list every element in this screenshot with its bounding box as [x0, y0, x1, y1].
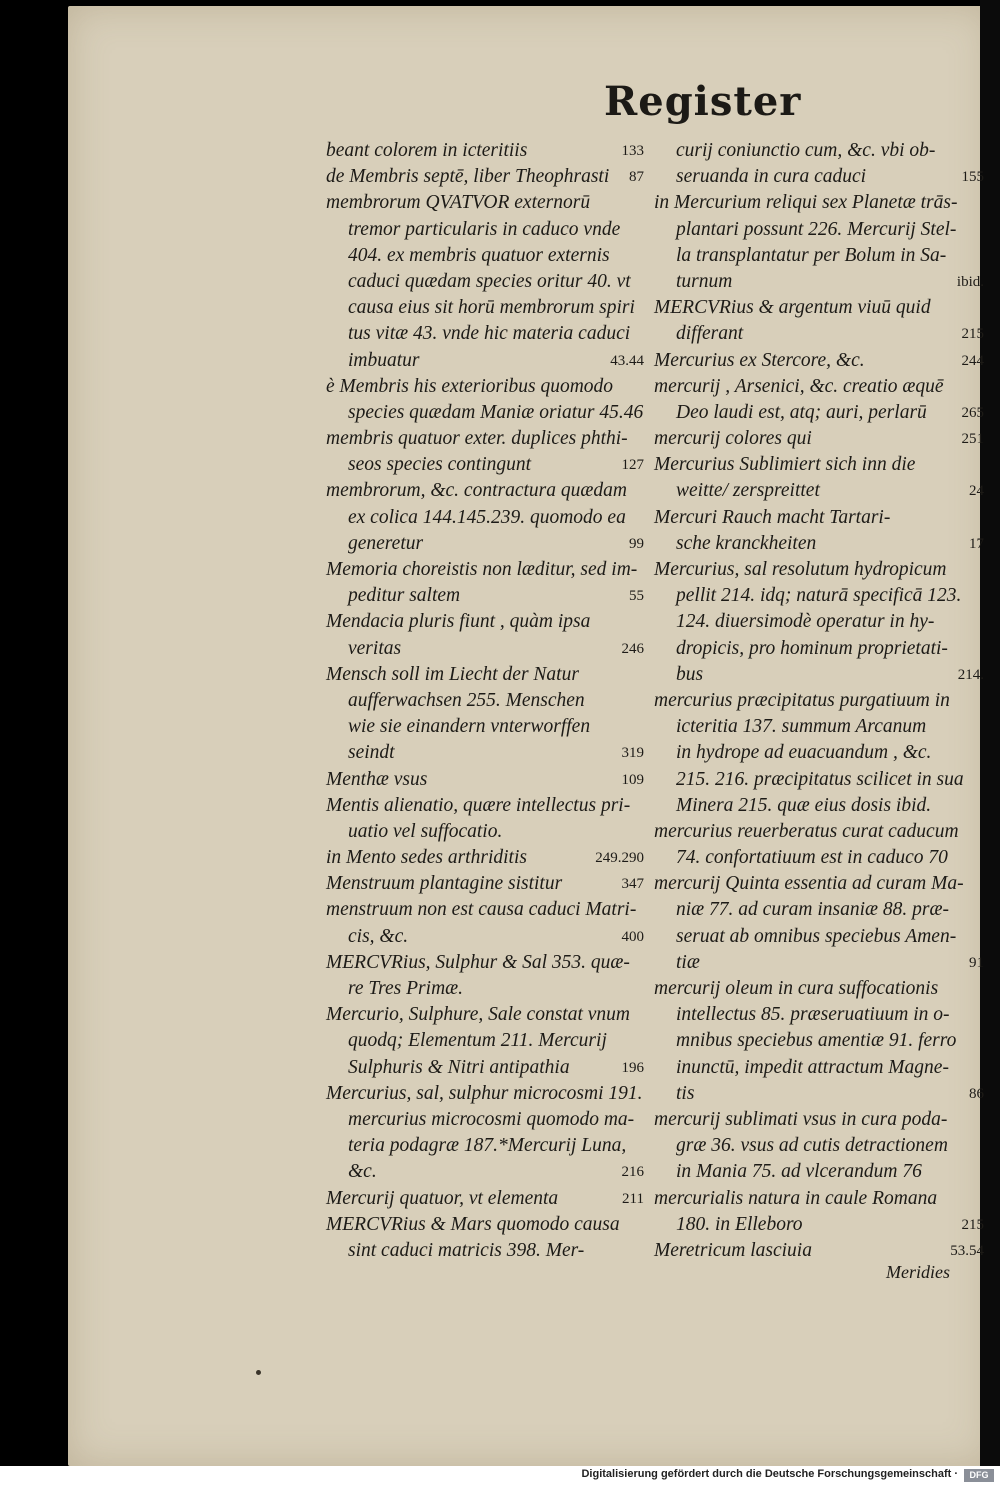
dfg-logo: DFG — [964, 1469, 994, 1482]
index-entry-text: MERCVRius, Sulphur & Sal 353. quæ- — [326, 951, 630, 973]
index-entry-text: Mercurius ex Stercore, &c. — [654, 349, 865, 371]
index-entry-text: seos species contingunt — [348, 454, 532, 476]
index-line — [326, 1107, 644, 1133]
page-reference: 155 — [961, 169, 984, 186]
index-entry-text: Mentis alienatio, quære intellectus pri- — [326, 794, 631, 816]
index-entry-text: mercurius præcipitatus purgatiuum in — [654, 689, 950, 711]
index-entry-text: Minera 215. quæ eius dosis ibid. — [676, 794, 932, 816]
index-entry-text: imbuatur — [348, 349, 420, 371]
index-entry-text: mercurij sublimati vsus in cura poda- — [654, 1108, 948, 1130]
index-entry-text: peditur saltem — [348, 585, 461, 607]
index-line — [326, 138, 644, 164]
index-entry-text: seruat ab omnibus speciebus Amen- — [676, 925, 957, 947]
index-line — [654, 740, 984, 766]
index-line — [326, 1212, 644, 1238]
page-reference: 319 — [621, 745, 644, 762]
index-line — [654, 1186, 984, 1212]
index-line — [654, 505, 984, 531]
index-line — [654, 348, 984, 374]
index-entry-text: wie sie einandern vnterworffen — [348, 716, 591, 738]
paper-speck — [256, 1370, 261, 1375]
index-entry-text: mercurij oleum in cura suffocationis — [654, 978, 939, 999]
index-entry-text: quodq; Elementum 211. Mercurij — [348, 1030, 607, 1052]
index-entry-text: seindt — [348, 742, 395, 764]
page-reference: ibid. — [956, 273, 984, 290]
index-entry-text: &c. — [348, 1161, 377, 1183]
page-reference: 53.54 — [950, 1242, 984, 1259]
index-entry-text: inunctū, impedit attractum Magne- — [676, 1056, 949, 1078]
index-line — [326, 1002, 644, 1028]
index-entry-text: re Tres Primæ. — [348, 978, 464, 999]
index-entry-text: Deo laudi est, atq; auri, perlarū — [676, 401, 927, 423]
index-line — [326, 740, 644, 766]
index-line — [326, 819, 644, 845]
index-entry-text: 404. ex membris quatuor externis — [348, 244, 610, 266]
index-line — [326, 426, 644, 452]
index-entry-text: sint caduci matricis 398. Mer- — [348, 1239, 585, 1261]
index-entry-text: 124. diuersimodè operatur in hy- — [676, 611, 935, 633]
index-entry-text: turnum — [676, 270, 733, 292]
index-line — [654, 1133, 984, 1159]
index-line — [654, 1159, 984, 1185]
index-line — [326, 1055, 644, 1081]
index-line — [326, 1186, 644, 1212]
index-line — [326, 871, 644, 897]
footer-bar — [0, 1466, 1000, 1485]
right-column — [654, 138, 984, 1264]
index-entry-text: Mercurius, sal, sulphur microcosmi 191. — [326, 1082, 643, 1104]
index-entry-text: membris quatuor exter. duplices phthi- — [326, 428, 628, 450]
index-line — [326, 924, 644, 950]
index-line — [654, 1212, 984, 1238]
index-entry-text: mercurius reuerberatus curat caducum — [654, 820, 959, 842]
index-line — [326, 845, 644, 871]
page-reference: 133 — [621, 143, 644, 159]
index-line — [326, 767, 644, 793]
page-reference: 91 — [969, 954, 984, 971]
index-entry-text: teria podagræ 187.*Mercurij Luna, — [348, 1135, 627, 1157]
page-reference: 215 — [961, 326, 984, 343]
index-entry-text: in Mento sedes arthriditis — [326, 847, 527, 869]
index-line — [654, 557, 984, 583]
page-reference: 347 — [621, 876, 644, 893]
index-line — [326, 636, 644, 662]
index-entry-text: Menthæ vsus — [326, 768, 428, 790]
index-entry-text: tus vitæ 43. vnde hic materia caduci — [348, 323, 631, 345]
index-entry-text: in hydrope ad euacuandum , &c. — [676, 742, 932, 764]
index-line — [326, 190, 644, 216]
index-line — [654, 295, 984, 321]
index-entry-text: mercurij Quinta essentia ad curam Ma- — [654, 873, 964, 895]
index-line — [326, 348, 644, 374]
index-entry-text: græ 36. vsus ad cutis detractionem — [676, 1135, 948, 1157]
index-entry-text: Mercurij quatuor, vt elementa — [326, 1187, 559, 1209]
page-reference: 55 — [629, 588, 644, 605]
page-reference: 87 — [629, 169, 644, 186]
index-line — [326, 478, 644, 504]
index-entry-text: Memoria choreistis non læditur, sed im- — [326, 559, 638, 580]
index-line — [326, 505, 644, 531]
index-entry-text: icteritia 137. summum Arcanum — [676, 716, 927, 738]
index-entry-text: cis, &c. — [348, 925, 409, 947]
index-line — [326, 1028, 644, 1054]
index-entry-text: la transplantatur per Bolum in Sa- — [676, 244, 947, 266]
index-line — [654, 609, 984, 635]
index-entry-text: plantari possunt 226. Mercurij Stel- — [676, 218, 957, 240]
index-entry-text: Mendacia pluris fiunt , quàm ipsa — [326, 611, 591, 633]
page-reference: 43.44 — [610, 352, 644, 369]
index-line — [654, 1055, 984, 1081]
index-entry-text: in Mercurium reliqui sex Planetæ trās- — [654, 192, 958, 214]
index-entry-text: ex colica 144.145.239. quomodo ea — [348, 506, 626, 528]
index-entry-text: Mercurio, Sulphure, Sale constat vnum — [326, 1004, 631, 1026]
index-entry-text: curij coniunctio cum, &c. vbi ob- — [676, 140, 936, 161]
index-entry-text: tiæ — [676, 951, 700, 973]
index-line — [326, 1159, 644, 1185]
page-reference: 216 — [621, 1164, 644, 1181]
index-line — [654, 478, 984, 504]
index-entry-text: aufferwachsen 255. Menschen — [348, 689, 585, 711]
page-reference: 109 — [621, 771, 644, 788]
index-entry-text: 74. confortatiuum est in caduco 70 — [676, 847, 948, 869]
index-line — [654, 1107, 984, 1133]
index-entry-text: species quædam Maniæ oriatur 45.46 — [348, 401, 644, 423]
index-entry-text: Mercurius Sublimiert sich inn die — [654, 454, 916, 476]
index-entry-text: bus — [676, 663, 704, 685]
index-entry-text: mercurius microcosmi quomodo ma- — [348, 1108, 635, 1130]
index-line — [326, 1133, 644, 1159]
index-line — [326, 321, 644, 347]
index-line — [654, 426, 984, 452]
index-line — [654, 400, 984, 426]
index-entry-text: 180. in Elleboro — [676, 1213, 803, 1235]
index-entry-text: mercurij , Arsenici, &c. creatio æquē — [654, 375, 944, 397]
index-entry-text: differant — [676, 323, 744, 345]
page-reference: 214. — [957, 666, 984, 683]
index-entry-text: uatio vel suffocatio. — [348, 820, 503, 842]
index-entry-text: dropicis, pro hominum proprietati- — [676, 637, 948, 659]
index-entry-text: mercurij colores qui — [654, 428, 812, 450]
index-line — [654, 976, 984, 1002]
index-line — [654, 138, 984, 164]
page-reference: 215 — [961, 1216, 984, 1233]
index-line — [326, 976, 644, 1002]
index-line — [326, 374, 644, 400]
page-reference: 99 — [629, 535, 644, 552]
index-entry-text: 215. 216. præcipitatus scilicet in sua — [676, 768, 964, 790]
index-line — [654, 1002, 984, 1028]
index-entry-text: seruanda in cura caduci — [676, 166, 867, 188]
index-line — [326, 793, 644, 819]
index-line — [654, 583, 984, 609]
index-line — [654, 897, 984, 923]
index-line — [654, 321, 984, 347]
page-reference: 249.290 — [595, 850, 644, 867]
index-entry-text: sche kranckheiten — [676, 532, 817, 554]
index-entry-text: Mercuri Rauch macht Tartari- — [654, 506, 891, 528]
index-entry-text: mercurialis natura in caule Romana — [654, 1187, 938, 1209]
index-entry-text: veritas — [348, 637, 402, 659]
index-entry-text: in Mania 75. ad vlcerandum 76 — [676, 1161, 922, 1183]
page-reference: 196 — [621, 1059, 644, 1076]
index-line — [326, 950, 644, 976]
index-entry-text: Mensch soll im Liecht der Natur — [326, 663, 579, 685]
index-entry-text: mnibus speciebus amentiæ 91. ferro — [676, 1030, 957, 1052]
index-line — [654, 688, 984, 714]
index-entry-text: caduci quædam species oritur 40. vt — [348, 270, 631, 292]
index-entry-text: membrorum QVATVOR externorū — [326, 192, 591, 214]
page-reference: 244 — [961, 352, 984, 369]
page-reference: 211 — [622, 1190, 644, 1207]
index-line — [654, 793, 984, 819]
page-reference: 127 — [621, 457, 644, 474]
index-entry-text: è Membris his exterioribus quomodo — [326, 375, 614, 397]
index-line — [326, 1238, 644, 1264]
index-line — [326, 662, 644, 688]
index-entry-text: menstruum non est causa caduci Matri- — [326, 899, 637, 921]
index-line — [654, 714, 984, 740]
page-reference: 251 — [961, 431, 984, 448]
index-line — [654, 819, 984, 845]
index-line — [326, 1081, 644, 1107]
index-line — [326, 583, 644, 609]
index-entry-text: pellit 214. idq; naturā specificā 123. — [676, 585, 962, 607]
index-entry-text: generetur — [348, 532, 424, 554]
index-entry-text: MERCVRius & Mars quomodo causa — [326, 1213, 620, 1235]
index-entry-text: beant colorem in icteritiis — [326, 140, 528, 161]
page-reference: 400 — [621, 928, 644, 945]
index-line — [654, 374, 984, 400]
left-column — [326, 138, 644, 1264]
index-entry-text: intellectus 85. præseruatiuum in o- — [676, 1004, 950, 1026]
index-line — [654, 767, 984, 793]
index-entry-text: Menstruum plantagine sistitur — [326, 873, 563, 895]
index-entry-text: MERCVRius & argentum viuū quid — [654, 297, 931, 319]
index-line — [654, 243, 984, 269]
page-reference: 17 — [969, 535, 984, 552]
index-line — [326, 452, 644, 478]
page-header: Register — [604, 78, 802, 125]
index-line — [654, 452, 984, 478]
page-reference: 24 — [969, 483, 984, 500]
index-line — [326, 531, 644, 557]
index-entry-text: niæ 77. ad curam insaniæ 88. præ- — [676, 899, 950, 921]
footer-credit: Digitalisierung gefördert durch die Deutsche Forschungsgemeinschaft · — [581, 1468, 958, 1480]
index-line — [654, 531, 984, 557]
index-line — [654, 164, 984, 190]
index-line — [326, 269, 644, 295]
index-line — [654, 950, 984, 976]
page-reference: 246 — [621, 640, 644, 657]
index-entry-text: causa eius sit horū membrorum spiri — [348, 297, 635, 319]
page-reference: 86 — [969, 1085, 984, 1102]
index-line — [654, 217, 984, 243]
index-line — [654, 924, 984, 950]
index-entry-text: Meretricum lasciuia — [654, 1239, 812, 1261]
index-line — [326, 609, 644, 635]
index-line — [654, 1081, 984, 1107]
index-entry-text: tremor particularis in caduco vnde — [348, 218, 621, 240]
index-line — [654, 1238, 984, 1264]
index-entry-text: tis — [676, 1082, 695, 1104]
index-line — [654, 636, 984, 662]
index-line — [326, 688, 644, 714]
index-line — [326, 295, 644, 321]
index-entry-text: de Membris septē, liber Theophrasti — [326, 166, 610, 188]
page-reference: 265 — [961, 404, 984, 421]
index-line — [326, 557, 644, 583]
index-line — [326, 164, 644, 190]
index-entry-text: Mercurius, sal resolutum hydropicum — [654, 559, 947, 580]
index-line — [654, 190, 984, 216]
index-line — [326, 897, 644, 923]
index-line — [654, 845, 984, 871]
index-entry-text: membrorum, &c. contractura quædam — [326, 480, 627, 502]
index-line — [654, 871, 984, 897]
index-line — [326, 243, 644, 269]
index-entry-text: weitte/ zerspreittet — [676, 480, 820, 502]
index-entry-text: Sulphuris & Nitri antipathia — [348, 1056, 570, 1078]
catchword: Meridies — [886, 1262, 950, 1282]
index-line — [326, 400, 644, 426]
index-line — [654, 269, 984, 295]
index-line — [654, 1028, 984, 1054]
index-line — [654, 662, 984, 688]
index-line — [326, 217, 644, 243]
index-line — [326, 714, 644, 740]
